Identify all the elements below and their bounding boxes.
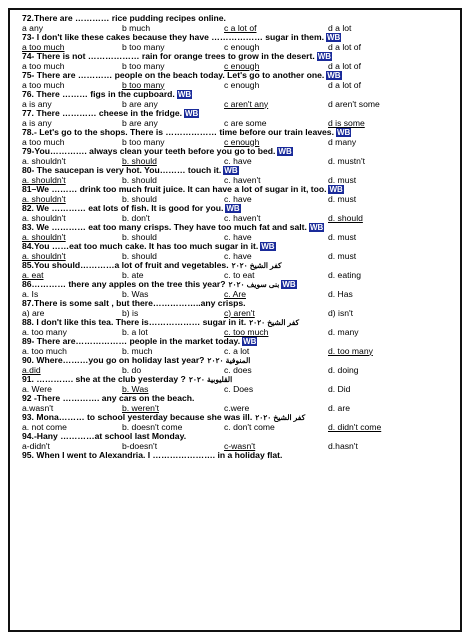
answer-option: b. should — [122, 175, 157, 185]
answer-option: b are any — [122, 99, 158, 109]
options-row — [22, 62, 458, 72]
answer-option: d.hasn't — [328, 441, 358, 451]
options-row — [22, 233, 458, 243]
answer-option: b-doesn't — [122, 441, 158, 451]
answer-option-correct: b too many — [122, 80, 165, 90]
options-row — [22, 81, 458, 91]
question-text — [22, 109, 458, 119]
answer-option-correct: a too much — [22, 42, 65, 52]
exam-source-tag: بنى سويف ٢٠٢٠ — [228, 280, 280, 289]
question-stem: 88. I don't like this tea. There is……………… sugar in it. — [22, 318, 247, 327]
answer-option: a-didn't — [22, 441, 50, 451]
answer-option: b. should — [122, 251, 157, 261]
question-text — [22, 337, 458, 347]
answer-option: d a lot of — [328, 61, 361, 71]
options-row — [22, 366, 458, 376]
wb-badge: WB — [184, 109, 199, 118]
answer-option-correct: d. too many — [328, 346, 373, 356]
answer-option-correct: b. weren't — [122, 403, 159, 413]
answer-option: b. should — [122, 232, 157, 242]
wb-badge: WB — [309, 223, 324, 232]
wb-badge: WB — [282, 280, 296, 289]
question-text — [22, 223, 458, 233]
answer-option: d. must — [328, 175, 357, 185]
question-stem: 82. We ………… eat lots of fish. It is good for you. — [22, 204, 224, 213]
question-stem: 81–We ……… drink too much fruit juice. It can have a lot of sugar in it, too. — [22, 185, 327, 194]
question-text — [22, 432, 458, 442]
answer-option: d. doing — [328, 365, 359, 375]
answer-option: d. are — [328, 403, 350, 413]
answer-option: b too many — [122, 61, 165, 71]
options-row — [22, 157, 458, 167]
options-row — [22, 404, 458, 414]
answer-option: c.were — [224, 403, 250, 413]
exam-source-tag: القليوبية ٢٠٢٠ — [188, 375, 233, 384]
question-stem: 79-You…………. always clean your teeth before you go to bed. — [22, 147, 276, 156]
answer-option: c. have — [224, 156, 252, 166]
answer-option: b. ate — [122, 270, 144, 280]
answer-option: d. many — [328, 327, 359, 337]
answer-option: d. must — [328, 194, 357, 204]
question-stem: 87.There is some salt , but there……………..any crisps. — [22, 299, 246, 308]
answer-option: c. don't come — [224, 422, 275, 432]
answer-option: c enough — [224, 80, 260, 90]
answer-option: c. have — [224, 232, 252, 242]
question-text — [22, 299, 458, 309]
options-row — [22, 328, 458, 338]
question-stem: 93. Mona……… to school yesterday because she was ill. — [22, 413, 253, 422]
question-text — [22, 52, 458, 62]
question-text — [22, 261, 458, 271]
answer-option: b. much — [122, 346, 153, 356]
wb-badge: WB — [326, 33, 341, 42]
question-stem: 85.You should…………a lot of fruit and vegetables. — [22, 261, 229, 270]
question-stem: 73- I don't like these cakes because they have ……………… sugar in them. — [22, 33, 324, 42]
answer-option: a is any — [22, 99, 52, 109]
answer-option-correct: c enough — [224, 61, 260, 71]
question-text — [22, 166, 458, 176]
options-row — [22, 290, 458, 300]
exam-source-tag: كفر الشيخ ٢٠٢٠ — [231, 261, 282, 270]
worksheet-border — [8, 8, 462, 632]
answer-option-correct: c-wasn't — [224, 441, 256, 451]
answer-option: d. Did — [328, 384, 351, 394]
answer-option: a. shouldn't — [22, 213, 66, 223]
answer-option: a too much — [22, 137, 65, 147]
answer-option: a any — [22, 23, 44, 33]
question-stem: 84.You ……eat too much cake. It has too much sugar in it. — [22, 242, 259, 251]
options-row — [22, 176, 458, 186]
question-stem: 89- There are……………… people in the market today. — [22, 337, 241, 346]
options-row — [22, 252, 458, 262]
answer-option-correct: a. shouldn't — [22, 232, 66, 242]
options-row — [22, 423, 458, 433]
options-row — [22, 347, 458, 357]
answer-option: d many — [328, 137, 357, 147]
answer-option: d. must — [328, 232, 357, 242]
wb-badge: WB — [261, 242, 275, 251]
answer-option: d. mustn't — [328, 156, 365, 166]
question-stem: 75- There are ………… people on the beach today. Let's go to another one. — [22, 71, 325, 80]
answer-option: b. should — [122, 194, 157, 204]
answer-option: b) is — [122, 308, 139, 318]
answer-option: d a lot — [328, 23, 352, 33]
answer-option: c. Does — [224, 384, 254, 394]
question-text — [22, 185, 458, 195]
options-row — [22, 138, 458, 148]
answer-option: a. too many — [22, 327, 67, 337]
exam-source-tag: المنوفية ٢٠٢٠ — [207, 356, 251, 365]
answer-option: d a lot of — [328, 42, 361, 52]
answer-option: a. too much — [22, 346, 67, 356]
question-stem: 91. …………. she at the club yesterday ? — [22, 375, 186, 384]
question-text — [22, 413, 458, 423]
options-row — [22, 309, 458, 319]
answer-option: a too much — [22, 61, 65, 71]
answer-option: a) are — [22, 308, 45, 318]
wb-badge: WB — [329, 185, 343, 194]
answer-option: d aren't some — [328, 99, 380, 109]
options-row — [22, 271, 458, 281]
answer-option: a is any — [22, 118, 52, 128]
answer-option-correct: a. shouldn't — [22, 251, 66, 261]
question-stem: 72.There are ………… rice pudding recipes online. — [22, 14, 226, 23]
answer-option-correct: d is some — [328, 118, 365, 128]
answer-option: c. haven't — [224, 175, 261, 185]
answer-option-correct: c enough — [224, 137, 260, 147]
answer-option: d. must — [328, 251, 357, 261]
question-text — [22, 394, 458, 404]
exam-source-tag: كفر الشيخ ٢٠٢٠ — [255, 413, 306, 422]
answer-option: a too much — [22, 80, 65, 90]
answer-option-correct: a. shouldn't — [22, 175, 66, 185]
question-text — [22, 356, 458, 366]
options-row — [22, 100, 458, 110]
answer-option-correct: a. eat — [22, 270, 44, 280]
question-text — [22, 451, 458, 461]
options-row — [22, 119, 458, 129]
wb-badge: WB — [243, 337, 257, 346]
question-text — [22, 128, 458, 138]
question-text — [22, 147, 458, 157]
answer-option: c. have — [224, 194, 252, 204]
question-stem: 90. Where………you go on holiday last year? — [22, 356, 205, 365]
question-stem: 80- The saucepan is very hot. You……… touch it. — [22, 166, 222, 175]
question-text — [22, 33, 458, 43]
answer-option: c. does — [224, 365, 252, 375]
answer-option: a. shouldn't — [22, 156, 66, 166]
wb-badge: WB — [226, 204, 240, 213]
options-row — [22, 385, 458, 395]
question-stem: 74- There is not ……………… rain for orange trees to grow in the desert. — [22, 52, 315, 61]
question-list — [22, 14, 458, 461]
answer-option: a. Is — [22, 289, 39, 299]
question-stem: 86………… there any apples on the tree this year? — [22, 280, 226, 289]
answer-option: b too many — [122, 42, 165, 52]
answer-option-correct: a. shouldn't — [22, 194, 66, 204]
answer-option-correct: c a lot of — [224, 23, 257, 33]
options-row — [22, 195, 458, 205]
answer-option: c are some — [224, 118, 267, 128]
question-stem: 95. When I went to Alexandria. I …………………. in a holiday flat. — [22, 451, 283, 460]
question-text — [22, 280, 458, 290]
wb-badge: WB — [177, 90, 192, 99]
answer-option-correct: c. Are — [224, 289, 246, 299]
answer-option: b too many — [122, 137, 165, 147]
question-stem: 78.- Let's go to the shops. There is ……………… time before our train leaves. — [22, 128, 334, 137]
answer-option: b. doesn't come — [122, 422, 183, 432]
question-text — [22, 71, 458, 81]
answer-option: b. a lot — [122, 327, 148, 337]
wb-badge: WB — [278, 147, 292, 156]
answer-option: d. Has — [328, 289, 353, 299]
question-text — [22, 90, 458, 100]
answer-option: c enough — [224, 42, 260, 52]
answer-option-correct: d. should — [328, 213, 363, 223]
options-row — [22, 214, 458, 224]
answer-option-correct: c. too much — [224, 327, 269, 337]
answer-option: b are any — [122, 118, 158, 128]
answer-option: b. do — [122, 365, 142, 375]
wb-badge: WB — [336, 128, 351, 137]
exam-source-tag: كفر الشيخ ٢٠٢٠ — [249, 318, 300, 327]
question-stem: 76. There ……… figs in the cupboard. — [22, 90, 175, 99]
answer-option: d) isn't — [328, 308, 354, 318]
question-text — [22, 204, 458, 214]
question-text — [22, 375, 458, 385]
answer-option-correct: a.did — [22, 365, 41, 375]
answer-option: d a lot of — [328, 80, 361, 90]
options-row — [22, 442, 458, 452]
question-stem: 94.-Hany …………at school last Monday. — [22, 432, 187, 441]
answer-option-correct: c aren't any — [224, 99, 269, 109]
question-text — [22, 242, 458, 252]
answer-option: a. Were — [22, 384, 52, 394]
answer-option: a. not come — [22, 422, 67, 432]
answer-option-correct: c) aren't — [224, 308, 255, 318]
question-text — [22, 14, 458, 24]
answer-option: c. have — [224, 251, 252, 261]
wb-badge: WB — [224, 166, 238, 175]
answer-option-correct: d. didn't come — [328, 422, 382, 432]
options-row — [22, 24, 458, 34]
question-text — [22, 318, 458, 328]
answer-option: d. eating — [328, 270, 361, 280]
answer-option: b. Was — [122, 289, 149, 299]
answer-option-correct: b. should — [122, 156, 157, 166]
wb-badge: WB — [327, 71, 341, 80]
question-stem: 92 -There …………. any cars on the beach. — [22, 394, 195, 403]
options-row — [22, 43, 458, 53]
answer-option: a.wasn't — [22, 403, 54, 413]
answer-option: c. to eat — [224, 270, 255, 280]
answer-option: c. a lot — [224, 346, 250, 356]
answer-option: c. haven't — [224, 213, 261, 223]
question-stem: 83. We ………… eat too many crisps. They have too much fat and salt. — [22, 223, 307, 232]
answer-option-correct: b. Was — [122, 384, 149, 394]
answer-option: b. don't — [122, 213, 150, 223]
question-stem: 77. There ………… cheese in the fridge. — [22, 109, 182, 118]
answer-option: b much — [122, 23, 151, 33]
wb-badge: WB — [317, 52, 332, 61]
